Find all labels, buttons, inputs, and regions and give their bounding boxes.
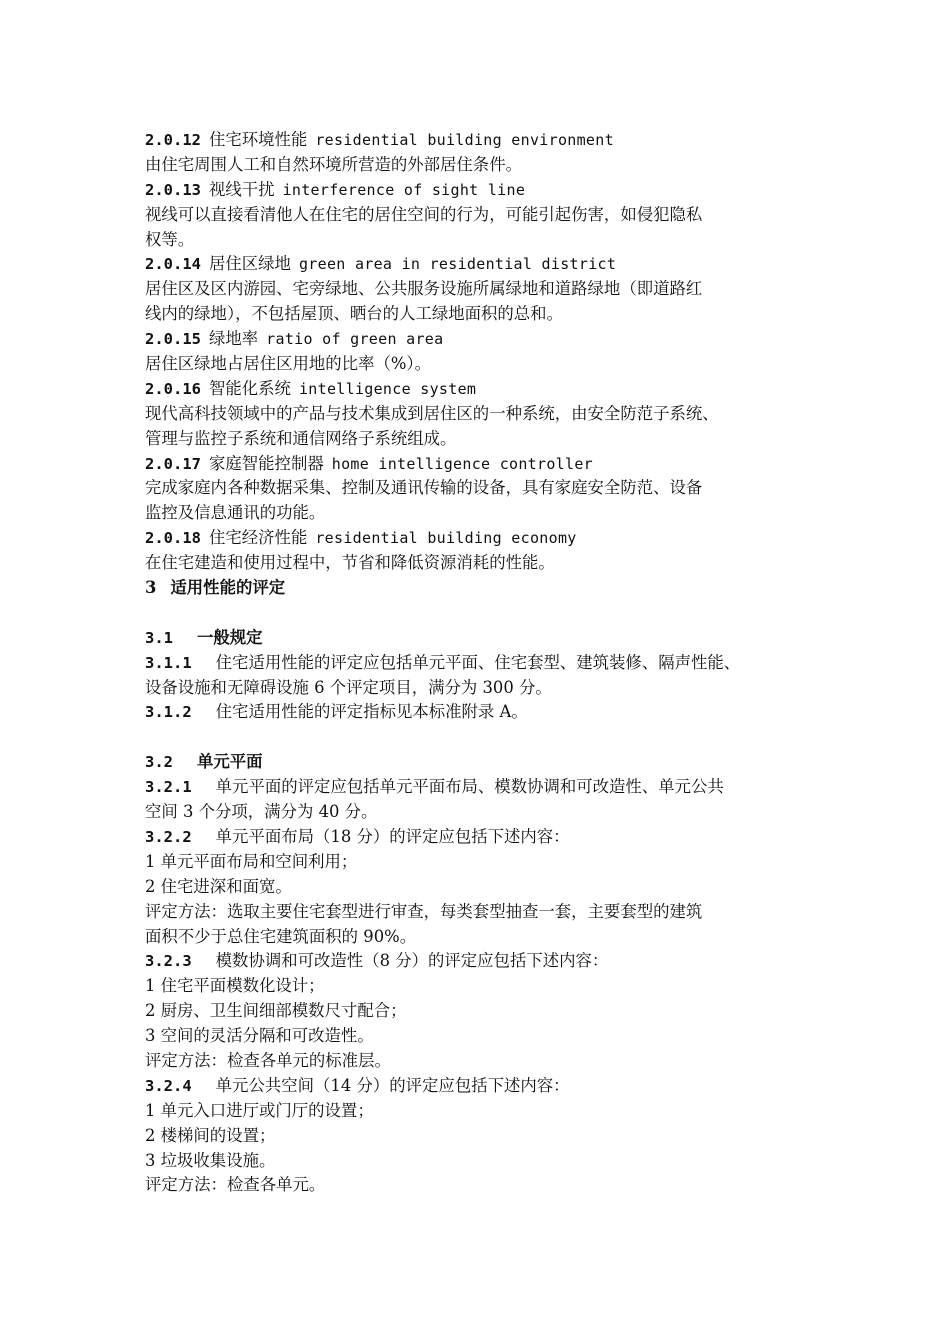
term-english: residential building economy: [315, 529, 577, 548]
clause-text: 单元平面布局（18 分）的评定应包括下述内容：: [215, 826, 570, 846]
clause-number: 3.2.4: [145, 1076, 192, 1095]
term-english: green area in residential district: [298, 255, 617, 274]
section-number: 3.1: [145, 628, 173, 647]
term-heading: [145, 128, 825, 153]
clause: [145, 775, 825, 800]
clause-number: 3.2.1: [145, 778, 192, 797]
section-title: 一般规定: [197, 627, 263, 647]
term-definition: 权等。: [145, 229, 195, 249]
term-english: ratio of green area: [266, 330, 444, 349]
term-chinese: 居住区绿地: [209, 254, 291, 274]
clause: [145, 949, 825, 974]
clause: [145, 1074, 825, 1099]
clause-text: 模数协调和可改造性（8 分）的评定应包括下述内容：: [215, 951, 609, 971]
term-english: intelligence system: [298, 379, 477, 398]
term-heading: [145, 526, 825, 551]
clause-text: 空间 3 个分项，满分为 40 分。: [145, 802, 378, 822]
list-item: 2 楼梯间的设置；: [145, 1125, 276, 1145]
term-definition: 完成家庭内各种数据采集、控制及通讯传输的设备，具有家庭安全防范、设备: [145, 478, 703, 498]
term-chinese: 住宅经济性能: [209, 528, 308, 548]
chapter-heading: [145, 576, 825, 601]
evaluation-method: 评定方法：检查各单元。: [145, 1175, 326, 1195]
list-item: 2 住宅进深和面宽。: [145, 876, 292, 896]
term-definition: 由住宅周围人工和自然环境所营造的外部居住条件。: [145, 154, 522, 174]
term-number: 2.0.15: [145, 330, 201, 349]
term-chinese: 视线干扰: [209, 179, 275, 199]
list-item: 3 垃圾收集设施。: [145, 1150, 276, 1170]
section-number: 3.2: [145, 753, 173, 772]
term-number: 2.0.12: [145, 131, 201, 149]
term-number: 2.0.17: [145, 454, 201, 473]
term-number: 2.0.16: [145, 379, 201, 398]
list-item: 1 住宅平面模数化设计；: [145, 976, 325, 996]
clause-number: 3.2.3: [145, 952, 192, 971]
term-english: residential building environment: [315, 131, 614, 149]
evaluation-method: 评定方法：选取主要住宅套型进行审查，每类套型抽查一套，主要套型的建筑: [145, 901, 703, 921]
term-english: interference of sight line: [282, 180, 526, 199]
term-heading: [145, 452, 825, 477]
list-item: 3 空间的灵活分隔和可改造性。: [145, 1026, 374, 1046]
chapter-title: 适用性能的评定: [170, 578, 286, 598]
clause-number: 3.1.2: [145, 703, 192, 722]
term-number: 2.0.13: [145, 180, 201, 199]
term-number: 2.0.14: [145, 255, 201, 274]
term-number: 2.0.18: [145, 529, 201, 548]
clause-text: 住宅适用性能的评定指标见本标准附录 A。: [215, 702, 528, 722]
term-heading: [145, 327, 825, 352]
list-item: 2 厨房、卫生间细部模数尺寸配合；: [145, 1001, 407, 1021]
clause: [145, 825, 825, 850]
term-definition: 监控及信息通讯的功能。: [145, 503, 326, 523]
section-title: 单元平面: [197, 752, 263, 772]
clause: [145, 651, 825, 676]
term-definition: 居住区绿地占居住区用地的比率（%）。: [145, 354, 432, 374]
term-chinese: 家庭智能控制器: [209, 453, 324, 473]
clause-number: 3.1.1: [145, 653, 192, 672]
term-definition: 现代高科技领域中的产品与技术集成到居住区的一种系统，由安全防范子系统、: [145, 403, 719, 423]
evaluation-method: 面积不少于总住宅建筑面积的 90%。: [145, 926, 417, 946]
document-page: [145, 128, 825, 1198]
clause-text: 单元平面的评定应包括单元平面布局、模数协调和可改造性、单元公共: [215, 777, 724, 797]
clause-text: 设备设施和无障碍设施 6 个评定项目，满分为 300 分。: [145, 677, 552, 697]
evaluation-method: 评定方法：检查各单元的标准层。: [145, 1050, 391, 1070]
term-heading: [145, 252, 825, 277]
term-definition: 管理与监控子系统和通信网络子系统组成。: [145, 428, 457, 448]
section-heading: [145, 626, 825, 651]
term-chinese: 智能化系统: [209, 378, 291, 398]
term-chinese: 绿地率: [209, 329, 259, 349]
clause-text: 单元公共空间（14 分）的评定应包括下述内容：: [215, 1075, 570, 1095]
list-item: 1 单元平面布局和空间利用；: [145, 851, 358, 871]
list-item: 1 单元入口进厅或门厅的设置；: [145, 1100, 374, 1120]
chapter-number: 3: [145, 578, 157, 598]
term-definition: 线内的绿地），不包括屋顶、晒台的人工绿地面积的总和。: [145, 304, 563, 324]
clause-text: 住宅适用性能的评定应包括单元平面、住宅套型、建筑装修、隔声性能、: [215, 652, 741, 672]
term-definition: 视线可以直接看清他人在住宅的居住空间的行为，可能引起伤害，如侵犯隐私: [145, 204, 703, 224]
term-heading: [145, 377, 825, 402]
spacer: [145, 601, 825, 626]
term-english: home intelligence controller: [331, 454, 593, 473]
clause-number: 3.2.2: [145, 827, 192, 846]
term-definition: 居住区及区内游园、宅旁绿地、公共服务设施所属绿地和道路绿地（即道路红: [145, 279, 703, 299]
term-definition: 在住宅建造和使用过程中，节省和降低资源消耗的性能。: [145, 553, 555, 573]
spacer: [145, 725, 825, 750]
term-chinese: 住宅环境性能: [209, 130, 308, 149]
section-heading: [145, 750, 825, 775]
term-heading: [145, 178, 825, 203]
clause: [145, 700, 825, 725]
